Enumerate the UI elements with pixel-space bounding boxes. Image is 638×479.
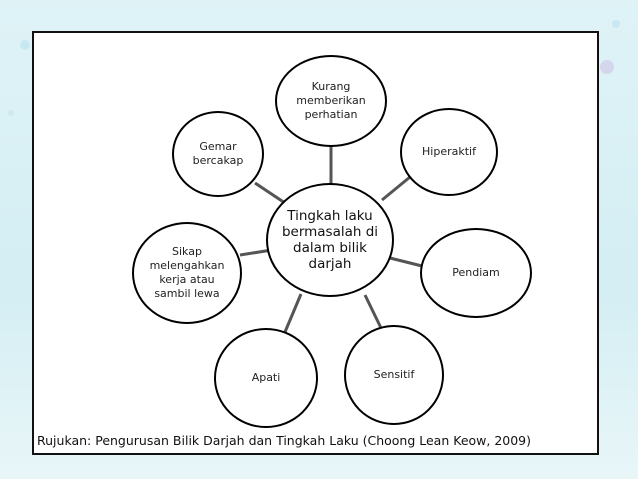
node-hiperaktif: Hiperaktif [400, 108, 498, 196]
reference-text: Rujukan: Pengurusan Bilik Darjah dan Tingkah Laku (Choong Lean Keow, 2009) [37, 433, 532, 448]
link-gemar [255, 183, 285, 203]
node-sensitif: Sensitif [344, 325, 444, 425]
link-apati [285, 294, 301, 332]
node-sikap: Sikap melengahkan kerja atau sambil lewa [132, 222, 242, 324]
node-center: Tingkah laku bermasalah di dalam bilik darjah [266, 183, 394, 297]
node-apati: Apati [214, 328, 318, 428]
node-kurang: Kurang memberikan perhatian [275, 55, 387, 147]
link-pendiam [390, 258, 422, 266]
node-pendiam: Pendiam [420, 228, 532, 318]
node-gemar: Gemar bercakap [172, 111, 264, 197]
link-sensitif [365, 295, 382, 330]
link-hiperaktif [382, 177, 410, 200]
